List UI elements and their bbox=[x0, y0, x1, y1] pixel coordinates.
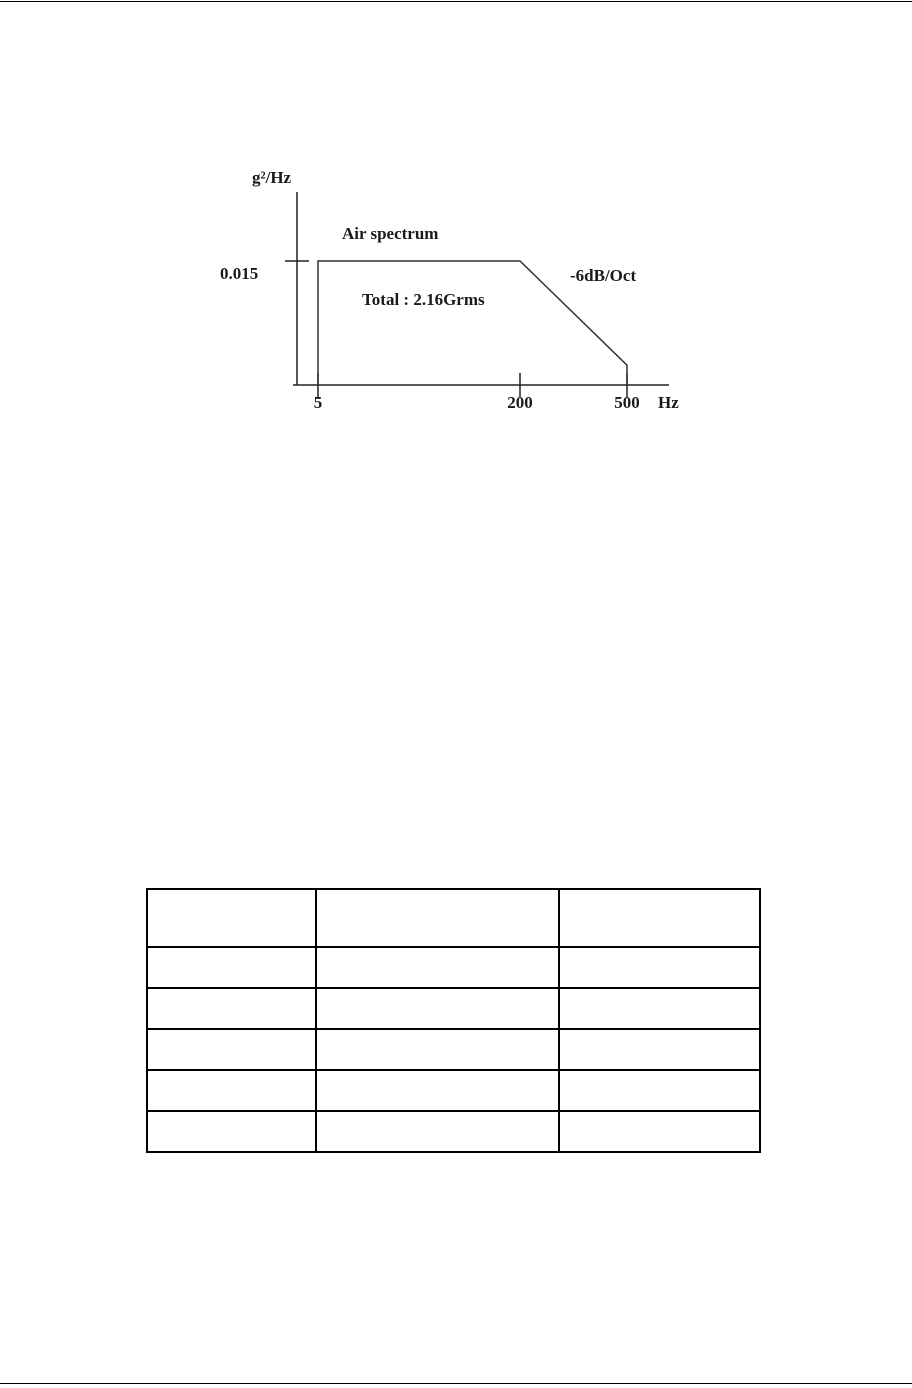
table-row bbox=[147, 1111, 760, 1152]
air-spectrum-figure bbox=[218, 160, 694, 424]
slope-annotation: -6dB/Oct bbox=[570, 266, 637, 285]
table-cell bbox=[147, 1029, 316, 1070]
table-cell bbox=[147, 1070, 316, 1111]
table-cell bbox=[559, 1070, 760, 1111]
table-row bbox=[147, 1070, 760, 1111]
table-cell bbox=[147, 889, 316, 947]
y-tick-label: 0.015 bbox=[220, 264, 259, 283]
table-cell bbox=[559, 889, 760, 947]
table-cell bbox=[316, 1070, 559, 1111]
table-cell bbox=[559, 1029, 760, 1070]
table-cell bbox=[316, 889, 559, 947]
chart-title: Air spectrum bbox=[342, 224, 439, 243]
table-cell bbox=[147, 947, 316, 988]
y-axis-label: g²/Hz bbox=[252, 168, 292, 187]
table-cell bbox=[147, 1111, 316, 1152]
table-cell bbox=[147, 988, 316, 1029]
header-rule bbox=[0, 1, 912, 2]
x-axis-label: Hz bbox=[658, 393, 679, 412]
table-row bbox=[147, 988, 760, 1029]
air-spectrum-chart bbox=[218, 160, 694, 424]
x-tick-label: 500 bbox=[614, 393, 640, 412]
table-cell bbox=[316, 988, 559, 1029]
table-row bbox=[147, 889, 760, 947]
data-table bbox=[146, 888, 761, 1153]
footer-rule bbox=[0, 1383, 912, 1384]
x-tick-label: 200 bbox=[507, 393, 533, 412]
table-cell bbox=[316, 1111, 559, 1152]
table-cell bbox=[559, 1111, 760, 1152]
table-row bbox=[147, 947, 760, 988]
table-cell bbox=[316, 1029, 559, 1070]
x-tick-label: 5 bbox=[313, 393, 323, 412]
total-annotation: Total : 2.16Grms bbox=[362, 290, 485, 309]
table-row bbox=[147, 1029, 760, 1070]
table-cell bbox=[559, 988, 760, 1029]
table-cell bbox=[316, 947, 559, 988]
table-cell bbox=[559, 947, 760, 988]
